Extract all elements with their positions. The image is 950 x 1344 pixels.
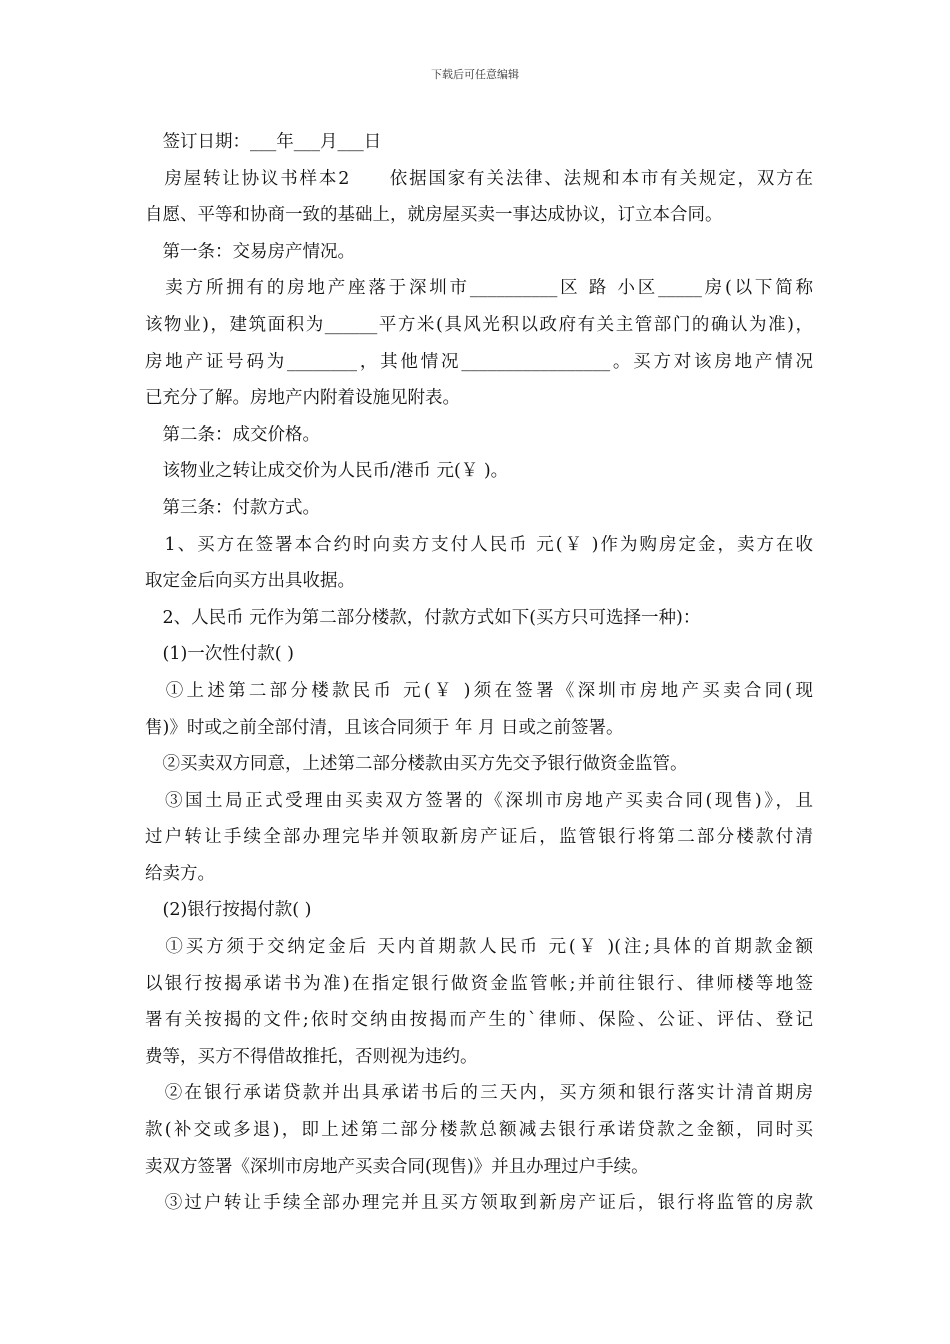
text-line: 以银行按揭承诺书为准)在指定银行做资金监管帐;并前往银行、律师楼等地签 bbox=[145, 973, 813, 994]
text-line: 署有关按揭的文件;依时交纳由按揭而产生的`律师、保险、公证、评估、登记 bbox=[145, 1010, 813, 1031]
text-line: 该物业之转让成交价为人民币/港币 元(￥ )。 bbox=[145, 461, 509, 482]
document-body bbox=[145, 124, 813, 1222]
text-line: 售)》时或之前全部付清，且该合同须于 年 月 日或之前签署。 bbox=[145, 717, 624, 738]
text-line: 第一条：交易房产情况。 bbox=[145, 241, 355, 262]
text-line: 第三条：付款方式。 bbox=[145, 497, 320, 518]
text-line: 该物业)，建筑面积为______平方米(具风光积以政府有关主管部门的确认为准)， bbox=[145, 314, 813, 335]
text-line: 自愿、平等和协商一致的基础上，就房屋买卖一事达成协议，订立本合同。 bbox=[145, 205, 723, 226]
text-line: ②在银行承诺贷款并出具承诺书后的三天内，买方须和银行落实计清首期房 bbox=[145, 1083, 813, 1104]
text-line: 2、人民币 元作为第二部分楼款，付款方式如下(买方只可选择一种)： bbox=[145, 607, 701, 628]
text-line: (1)一次性付款( ) bbox=[145, 644, 295, 665]
text-line: ③国土局正式受理由买卖双方签署的《深圳市房地产买卖合同(现售)》，且 bbox=[145, 790, 813, 811]
text-line: ②买卖双方同意，上述第二部分楼款由买方先交予银行做资金监管。 bbox=[145, 754, 688, 775]
text-line: 费等，买方不得借故推托，否则视为违约。 bbox=[145, 1046, 478, 1067]
text-line: 1、买方在签署本合约时向卖方支付人民币 元(￥ )作为购房定金，卖方在收 bbox=[145, 534, 813, 555]
text-line: 取定金后向买方出具收据。 bbox=[145, 571, 355, 592]
text-line: 签订日期：___年___月___日 bbox=[145, 132, 382, 152]
text-line: 过户转让手续全部办理完毕并领取新房产证后，监管银行将第二部分楼款付清 bbox=[145, 827, 813, 848]
text-line: 已充分了解。房地产内附着设施见附表。 bbox=[145, 388, 460, 409]
text-line: ①上述第二部分楼款民币 元(￥ )须在签署《深圳市房地产买卖合同(现 bbox=[145, 680, 813, 701]
text-line: 卖方所拥有的房地产座落于深圳市__________区 路 小区_____房(以下简称 bbox=[145, 278, 813, 299]
text-line: 款(补交或多退)，即上述第二部分楼款总额减去银行承诺贷款之金额，同时买 bbox=[145, 1120, 813, 1141]
text-line: 第二条：成交价格。 bbox=[145, 424, 320, 445]
text-line: 房屋转让协议书样本2 依据国家有关法律、法规和本市有关规定，双方在 bbox=[145, 168, 813, 189]
text-line: 卖双方签署《深圳市房地产买卖合同(现售)》并且办理过户手续。 bbox=[145, 1156, 649, 1177]
text-line: (2)银行按揭付款( ) bbox=[145, 900, 312, 921]
text-line: ①买方须于交纳定金后 天内首期款人民币 元(￥ )(注;具体的首期款金额 bbox=[145, 937, 813, 958]
text-line: 房地产证号码为________，其他情况_________________。买方对该房地产情况 bbox=[145, 351, 813, 372]
text-line: 给卖方。 bbox=[145, 863, 215, 884]
page-header: 下载后可任意编辑 bbox=[431, 68, 519, 81]
text-line: ③过户转让手续全部办理完并且买方领取到新房产证后，银行将监管的房款 bbox=[145, 1193, 813, 1214]
